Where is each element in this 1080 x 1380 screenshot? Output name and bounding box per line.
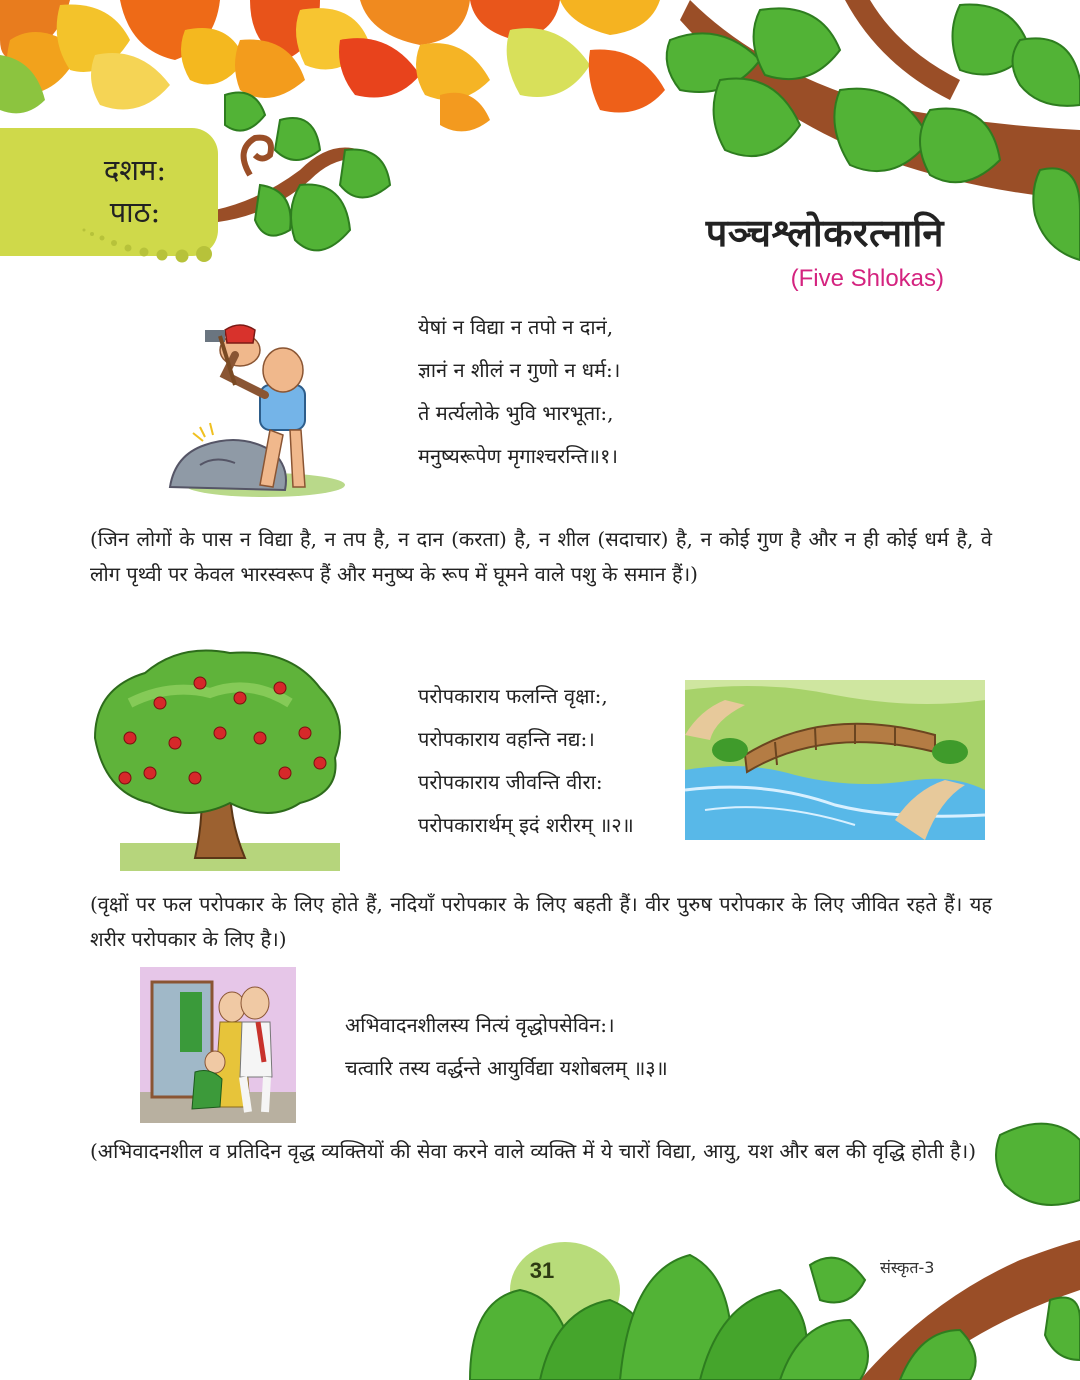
shloka-1-verse — [418, 306, 620, 478]
verse-line: येषां न विद्या न तपो न दानं, — [418, 315, 614, 339]
fruit-tree-illustration — [90, 643, 350, 873]
verse-line: परोपकारार्थम् इदं शरीरम् ॥२॥ — [418, 813, 634, 837]
verse-line: मनुष्यरूपेण मृगाश्चरन्ति॥१। — [418, 444, 618, 468]
shloka-3-verse — [345, 1004, 668, 1090]
lesson-number: दशम: — [103, 153, 167, 187]
river-bridge-illustration — [685, 680, 985, 840]
verse-line: परोपकाराय जीवन्ति वीरा: — [418, 770, 603, 794]
shloka-3-meaning: (अभिवादनशील व प्रतिदिन वृद्ध व्यक्तियों की सेवा करने वाले व्यक्ति में ये चारों विद्या, आयु, यश और बल की वृद्धि होती है।) — [90, 1139, 977, 1163]
verse-line: परोपकाराय फलन्ति वृक्षा:, — [418, 684, 608, 708]
page-number: 31 — [529, 1258, 555, 1283]
lesson-word: पाठ: — [109, 195, 161, 229]
chapter-title: पञ्चश्लोकरत्नानि — [705, 211, 944, 255]
stone-breaker-illustration — [165, 315, 345, 500]
verse-line: अभिवादनशीलस्य नित्यं वृद्धोपसेविन:। — [345, 1013, 615, 1037]
book-name: संस्कृत-3 — [880, 1258, 935, 1277]
touching-feet-illustration — [140, 967, 296, 1123]
autumn-leaves-top — [0, 0, 665, 131]
verse-line: परोपकाराय वहन्ति नद्य:। — [418, 727, 595, 751]
verse-line: चत्वारि तस्य वर्द्धन्ते आयुर्विद्या यशोबलम् ॥३॥ — [345, 1056, 668, 1080]
shloka-2-meaning: (वृक्षों पर फल परोपकार के लिए होते हैं, नदियाँ परोपकार के लिए बहती हैं। वीर पुरुष परोपकार के लिए जीवित रहते हैं। यह शरीर परोपकार के लिए है।) — [90, 892, 992, 951]
decorative-dots — [80, 222, 220, 272]
shloka-1-meaning: (जिन लोगों के पास न विद्या है, न तप है, न दान (करता) है, न शील (सदाचार) है, न कोई गुण है और न ही कोई धर्म है, वे लोग पृथ्वी पर केवल भारस्वरूप हैं और मनुष्य के रूप में घूमने वाले पशु के समान हैं।) — [90, 527, 992, 586]
chapter-subtitle: (Five Shlokas) — [790, 265, 944, 292]
verse-line: ज्ञानं न शीलं न गुणो न धर्म:। — [418, 358, 621, 382]
verse-line: ते मर्त्यलोके भुवि भारभूता:, — [418, 401, 614, 425]
shloka-2-verse — [418, 675, 634, 847]
